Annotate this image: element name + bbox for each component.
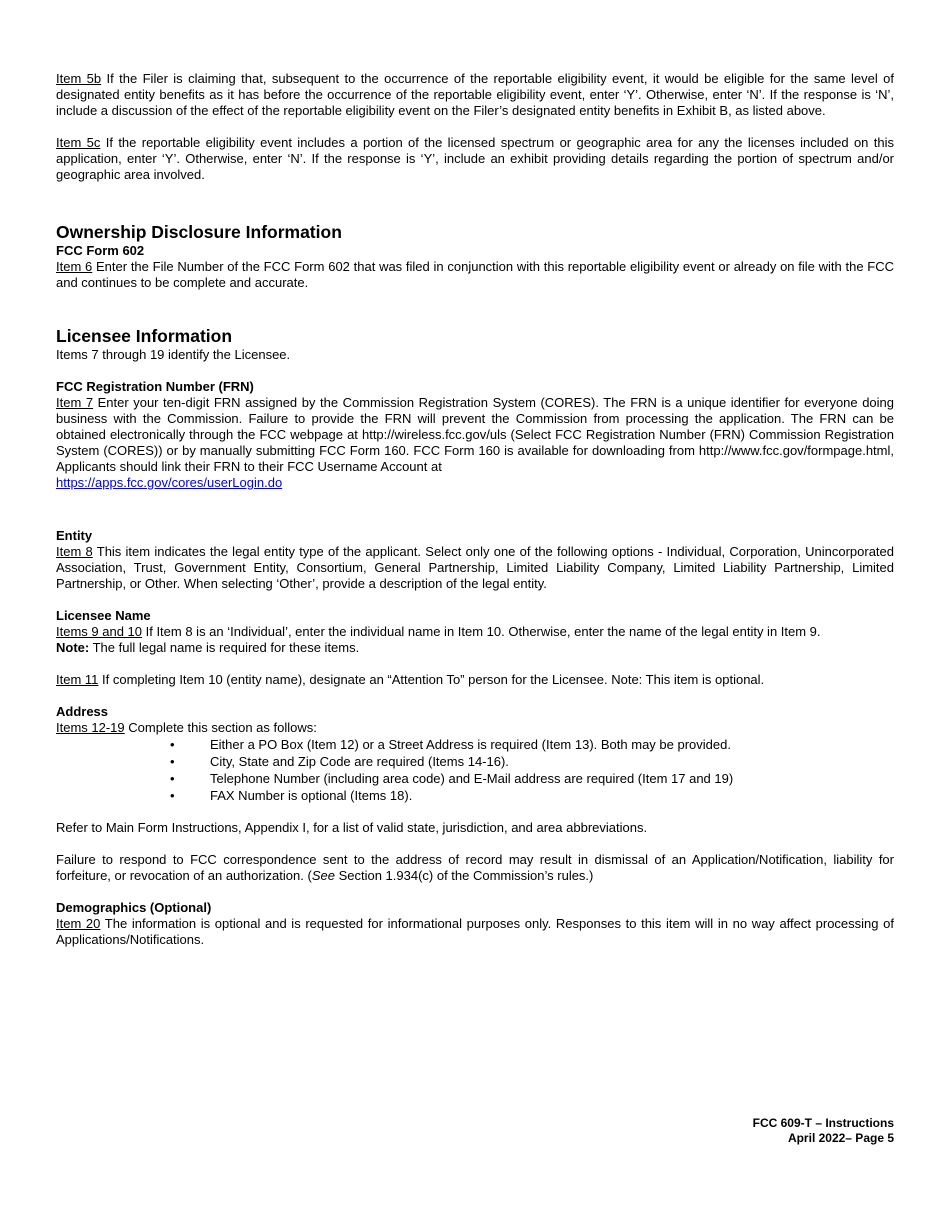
list-item [56, 736, 894, 753]
item-8-text: This item indicates the legal entity type of the applicant. Select only one of the following options - Individual, Corporation, Unincorporated Association, Trust, Government Entity, Consortium, General Partnership, Limited Liability Company, Limited Liability Partnership, Limited Partnership, or Other. When selecting ‘Other’, provide a description of the legal entity. [56, 544, 894, 591]
list-item [56, 753, 894, 770]
licensee-intro: Items 7 through 19 identify the Licensee. [56, 347, 291, 362]
items-9-10-text: If Item 8 is an ‘Individual’, enter the individual name in Item 10. Otherwise, enter the name of the legal entity in Item 9. [142, 624, 821, 639]
item-7-label: Item 7 [56, 395, 94, 410]
address-bullet-list [56, 736, 894, 804]
item-20-label: Item 20 [56, 916, 101, 931]
list-item-text: Telephone Number (including area code) and E-Mail address are required (Item 17 and 19) [210, 771, 734, 786]
item-5c-paragraph [56, 135, 894, 183]
note-label: Note: [56, 640, 90, 655]
bullet-icon: • [170, 754, 175, 769]
bullet-icon: • [170, 788, 175, 803]
ownership-heading: Ownership Disclosure Information [56, 222, 342, 242]
refer-paragraph: Refer to Main Form Instructions, Appendix I, for a list of valid state, jurisdiction, and area abbreviations. [56, 820, 648, 835]
list-item-text: City, State and Zip Code are required (Items 14-16). [210, 754, 509, 769]
failure-text-1: Failure to respond to FCC correspondence sent to the address of record may result in dismissal of an Application/Notification, liability for forfeiture, or revocation of an authorization. ( [56, 852, 894, 883]
list-item [56, 787, 894, 804]
item-5b-paragraph [56, 71, 894, 119]
items-9-10-label: Items 9 and 10 [56, 624, 142, 639]
frn-heading: FCC Registration Number (FRN) [56, 379, 254, 394]
footer-form-title: FCC 609-T – Instructions [752, 1116, 894, 1130]
item-5b-label: Item 5b [56, 71, 102, 86]
item-11-paragraph [56, 672, 894, 688]
item-6-label: Item 6 [56, 259, 93, 274]
item-7-text: Enter your ten-digit FRN assigned by the Commission Registration System (CORES). The FRN is a unique identifier for everyone doing business with the Commission. Failure to provide the FRN will prevent the Commission from processing the application. The FRN can be obtained electronically through the FCC webpage at http://wireless.fcc.gov/uls (Select FCC Registration Number (FRN) Commission Registration System (CORES)) or by manually submitting FCC Form 160. FCC Form 160 is available for downloading from http://www.fcc.gov/formpage.html, Applicants should link their FRN to their FCC Username Account at [56, 395, 894, 474]
item-8-label: Item 8 [56, 544, 93, 559]
item-11-label: Item 11 [56, 672, 99, 687]
failure-paragraph [56, 852, 894, 884]
list-item-text: FAX Number is optional (Items 18). [210, 788, 413, 803]
item-11-text: If completing Item 10 (entity name), designate an “Attention To” person for the Licensee. Note: This item is optional. [98, 672, 765, 687]
item-8-paragraph [56, 544, 894, 592]
page-footer [753, 1116, 894, 1146]
item-5b-text: If the Filer is claiming that, subsequent to the occurrence of the reportable eligibility event, it would be eligible for the same level of designated entity benefits as it has before the occurrence of the reportable eligibility event, enter ‘Y’. Otherwise, enter ‘N’. If the response is ‘N’, include a discussion of the effect of the reportable eligibility event on the Filer’s designated entity benefits in Exhibit B, as listed above. [56, 71, 894, 118]
list-item-text: Either a PO Box (Item 12) or a Street Address is required (Item 13). Both may be provided. [210, 737, 731, 752]
licensee-name-heading: Licensee Name [56, 608, 151, 623]
item-6-text: Enter the File Number of the FCC Form 602 that was filed in conjunction with this reportable eligibility event or already on file with the FCC and continues to be complete and accurate. [56, 259, 895, 290]
failure-text-2: Section 1.934(c) of the Commission’s rules.) [334, 868, 594, 883]
failure-see: See [311, 868, 335, 883]
items-9-10-paragraph [56, 624, 894, 656]
fcc-form-602-subheading: FCC Form 602 [56, 243, 145, 258]
item-20-text: The information is optional and is requested for informational purposes only. Responses to this item will in no way affect processing of Applications/Notifications. [56, 916, 894, 947]
note-text: The full legal name is required for these items. [89, 640, 360, 655]
bullet-icon: • [170, 737, 175, 752]
entity-heading: Entity [56, 528, 93, 543]
document-page [56, 71, 894, 948]
item-5c-label: Item 5c [56, 135, 101, 150]
bullet-icon: • [170, 771, 175, 786]
item-7-paragraph [56, 395, 894, 491]
cores-login-link[interactable]: https://apps.fcc.gov/cores/userLogin.do [56, 475, 283, 490]
item-5c-text: If the reportable eligibility event includes a portion of the licensed spectrum or geographic area for any the licenses included on this application, enter ‘Y’. Otherwise, enter ‘N’. If the response is ‘Y’, include an exhibit providing details regarding the portion of spectrum and/or geographic area involved. [56, 135, 894, 182]
items-12-19-paragraph [56, 720, 894, 736]
items-12-19-label: Items 12-19 [56, 720, 125, 735]
footer-page-number: April 2022– Page 5 [787, 1131, 894, 1145]
items-12-19-text: Complete this section as follows: [124, 720, 317, 735]
demographics-heading: Demographics (Optional) [56, 900, 212, 915]
licensee-heading: Licensee Information [56, 326, 233, 346]
item-6-paragraph [56, 259, 894, 291]
item-20-paragraph [56, 916, 894, 948]
list-item [56, 770, 894, 787]
address-heading: Address [56, 704, 109, 719]
